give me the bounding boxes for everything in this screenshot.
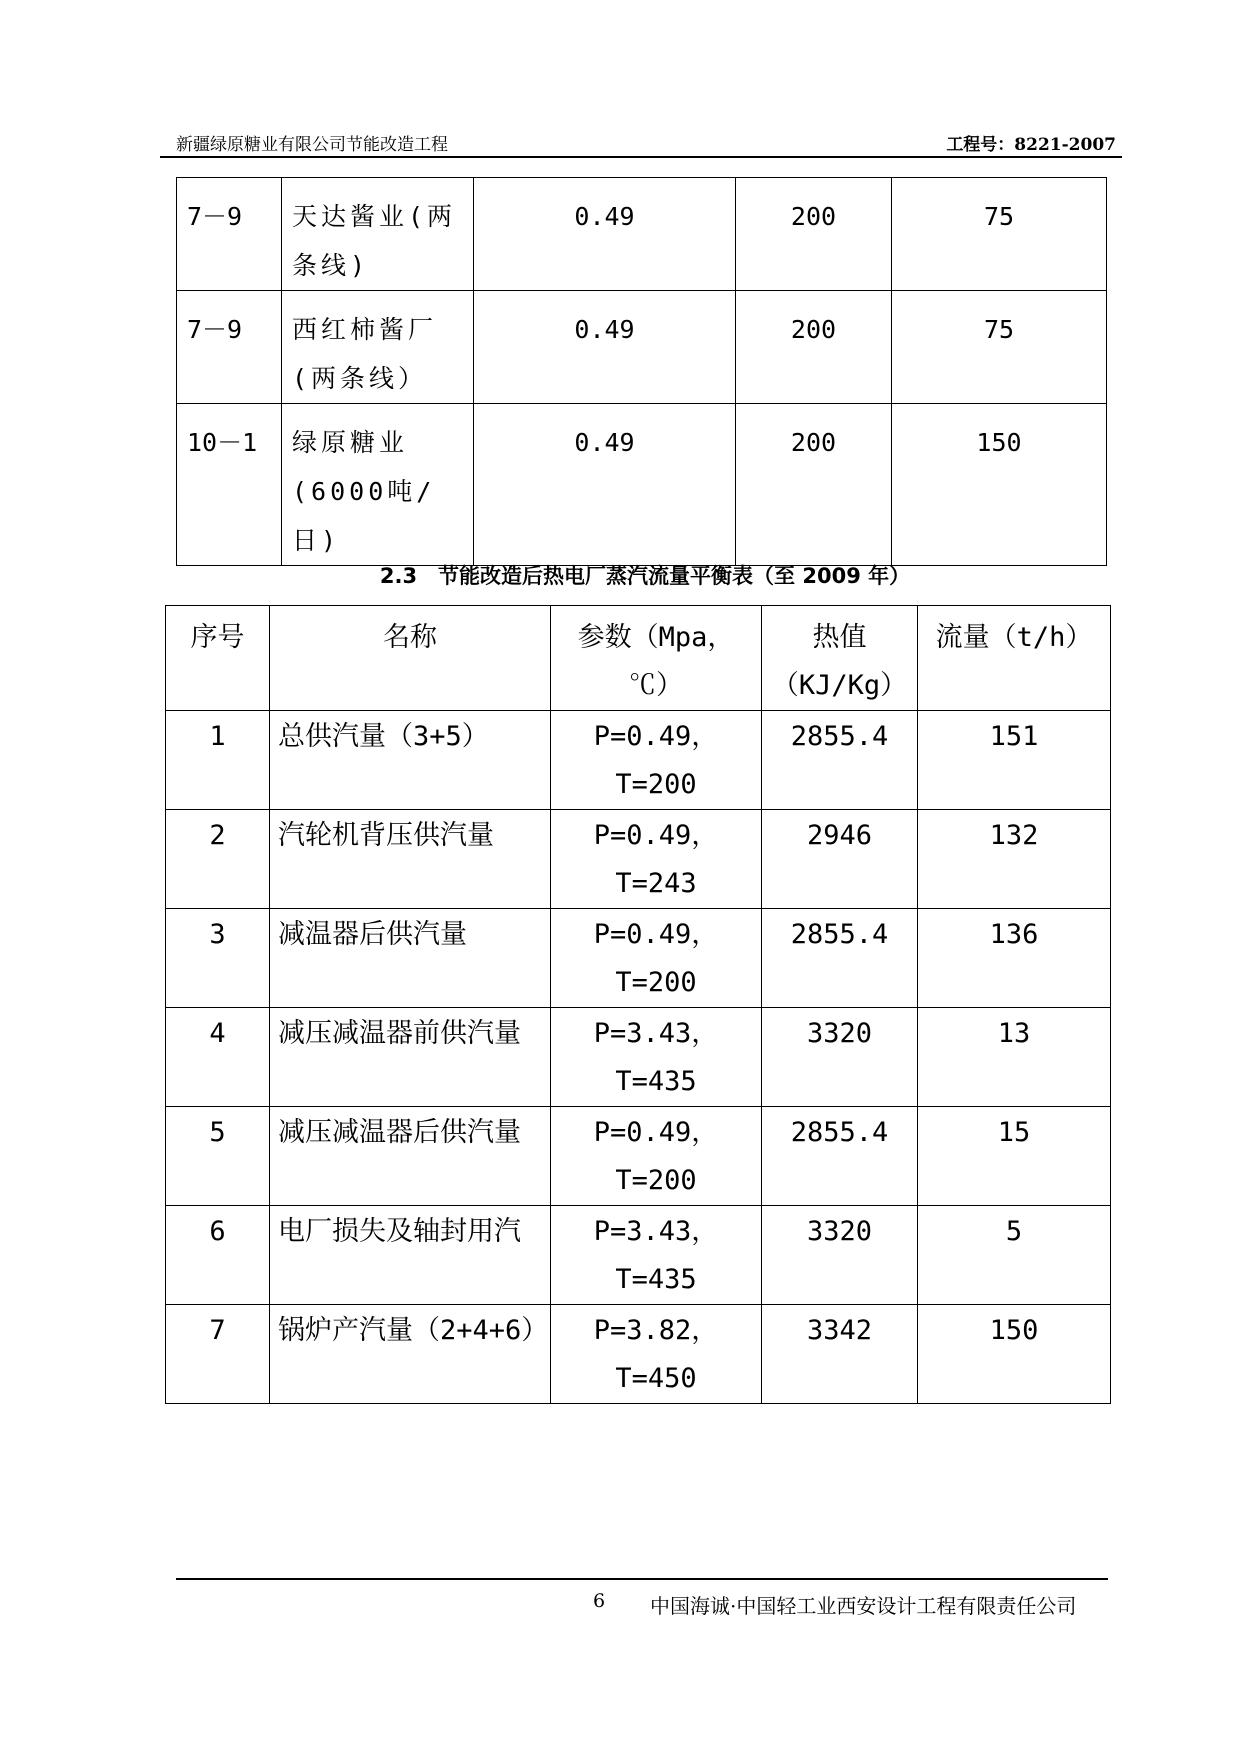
cell-period: 10－1: [177, 404, 282, 566]
table-row: [166, 909, 1111, 1008]
cell-index: 1: [166, 711, 270, 810]
cell-temperature: 200: [736, 291, 892, 404]
header-heat-value: 热值（KJ/Kg）: [762, 606, 918, 711]
table-row: [177, 178, 1107, 291]
cell-name: 锅炉产汽量（2+4+6）: [270, 1305, 551, 1404]
page-header: [176, 130, 1116, 156]
header-index: 序号: [166, 606, 270, 711]
table-row: [166, 1305, 1111, 1404]
table-row: [166, 711, 1111, 810]
cell-flow: 136: [918, 909, 1111, 1008]
footer-organization: 中国海诚·中国轻工业西安设计工程有限责任公司: [650, 1594, 1077, 1618]
cell-user: 天达酱业(两条线): [282, 178, 474, 291]
cell-heat-value: 2855.4: [762, 711, 918, 810]
cell-index: 5: [166, 1107, 270, 1206]
cell-name: 汽轮机背压供汽量: [270, 810, 551, 909]
table-row: [166, 810, 1111, 909]
cell-parameters: P=3.43，T=435: [551, 1206, 762, 1305]
cell-parameters: P=0.49，T=200: [551, 909, 762, 1008]
cell-heat-value: 3320: [762, 1206, 918, 1305]
table-row: [177, 404, 1107, 566]
cell-heat-value: 2855.4: [762, 909, 918, 1008]
cell-flow: 150: [918, 1305, 1111, 1404]
header-name: 名称: [270, 606, 551, 711]
page-number: 6: [593, 1590, 606, 1612]
cell-name: 减压减温器后供汽量: [270, 1107, 551, 1206]
cell-heat-value: 3320: [762, 1008, 918, 1107]
table-header-row: [166, 606, 1111, 711]
table-row: [177, 291, 1107, 404]
cell-heat-value: 2946: [762, 810, 918, 909]
steam-balance-table: [165, 605, 1111, 1404]
header-project-number: 工程号：8221-2007: [946, 135, 1116, 155]
cell-period: 7－9: [177, 178, 282, 291]
cell-user: 绿原糖业(6000吨/日): [282, 404, 474, 566]
cell-index: 4: [166, 1008, 270, 1107]
cell-index: 3: [166, 909, 270, 1008]
cell-heat-value: 3342: [762, 1305, 918, 1404]
cell-pressure: 0.49: [474, 178, 736, 291]
cell-flow: 13: [918, 1008, 1111, 1107]
cell-name: 总供汽量（3+5）: [270, 711, 551, 810]
cell-name: 电厂损失及轴封用汽: [270, 1206, 551, 1305]
cell-flow: 75: [892, 291, 1107, 404]
cell-period: 7－9: [177, 291, 282, 404]
cell-pressure: 0.49: [474, 291, 736, 404]
cell-flow: 132: [918, 810, 1111, 909]
table-row: [166, 1008, 1111, 1107]
cell-index: 6: [166, 1206, 270, 1305]
cell-parameters: P=3.82，T=450: [551, 1305, 762, 1404]
header-divider: [160, 156, 1122, 158]
cell-temperature: 200: [736, 404, 892, 566]
cell-flow: 150: [892, 404, 1107, 566]
table-title: 2.3 节能改造后热电厂蒸汽流量平衡表（至 2009 年）: [379, 564, 911, 588]
table-row: [166, 1107, 1111, 1206]
header-flow: 流量（t/h）: [918, 606, 1111, 711]
cell-index: 2: [166, 810, 270, 909]
cell-parameters: P=0.49，T=243: [551, 810, 762, 909]
cell-temperature: 200: [736, 178, 892, 291]
cell-index: 7: [166, 1305, 270, 1404]
cell-parameters: P=3.43，T=435: [551, 1008, 762, 1107]
steam-users-table: [176, 177, 1107, 566]
cell-heat-value: 2855.4: [762, 1107, 918, 1206]
header-project-name: 新疆绿原糖业有限公司节能改造工程: [176, 135, 448, 155]
cell-flow: 75: [892, 178, 1107, 291]
table-row: [166, 1206, 1111, 1305]
cell-parameters: P=0.49，T=200: [551, 1107, 762, 1206]
cell-name: 减温器后供汽量: [270, 909, 551, 1008]
cell-flow: 15: [918, 1107, 1111, 1206]
cell-parameters: P=0.49，T=200: [551, 711, 762, 810]
cell-user: 西红柿酱厂(两条线）: [282, 291, 474, 404]
cell-name: 减压减温器前供汽量: [270, 1008, 551, 1107]
cell-flow: 5: [918, 1206, 1111, 1305]
cell-pressure: 0.49: [474, 404, 736, 566]
header-parameters: 参数（Mpa，℃）: [551, 606, 762, 711]
footer-divider: [176, 1578, 1108, 1580]
cell-flow: 151: [918, 711, 1111, 810]
